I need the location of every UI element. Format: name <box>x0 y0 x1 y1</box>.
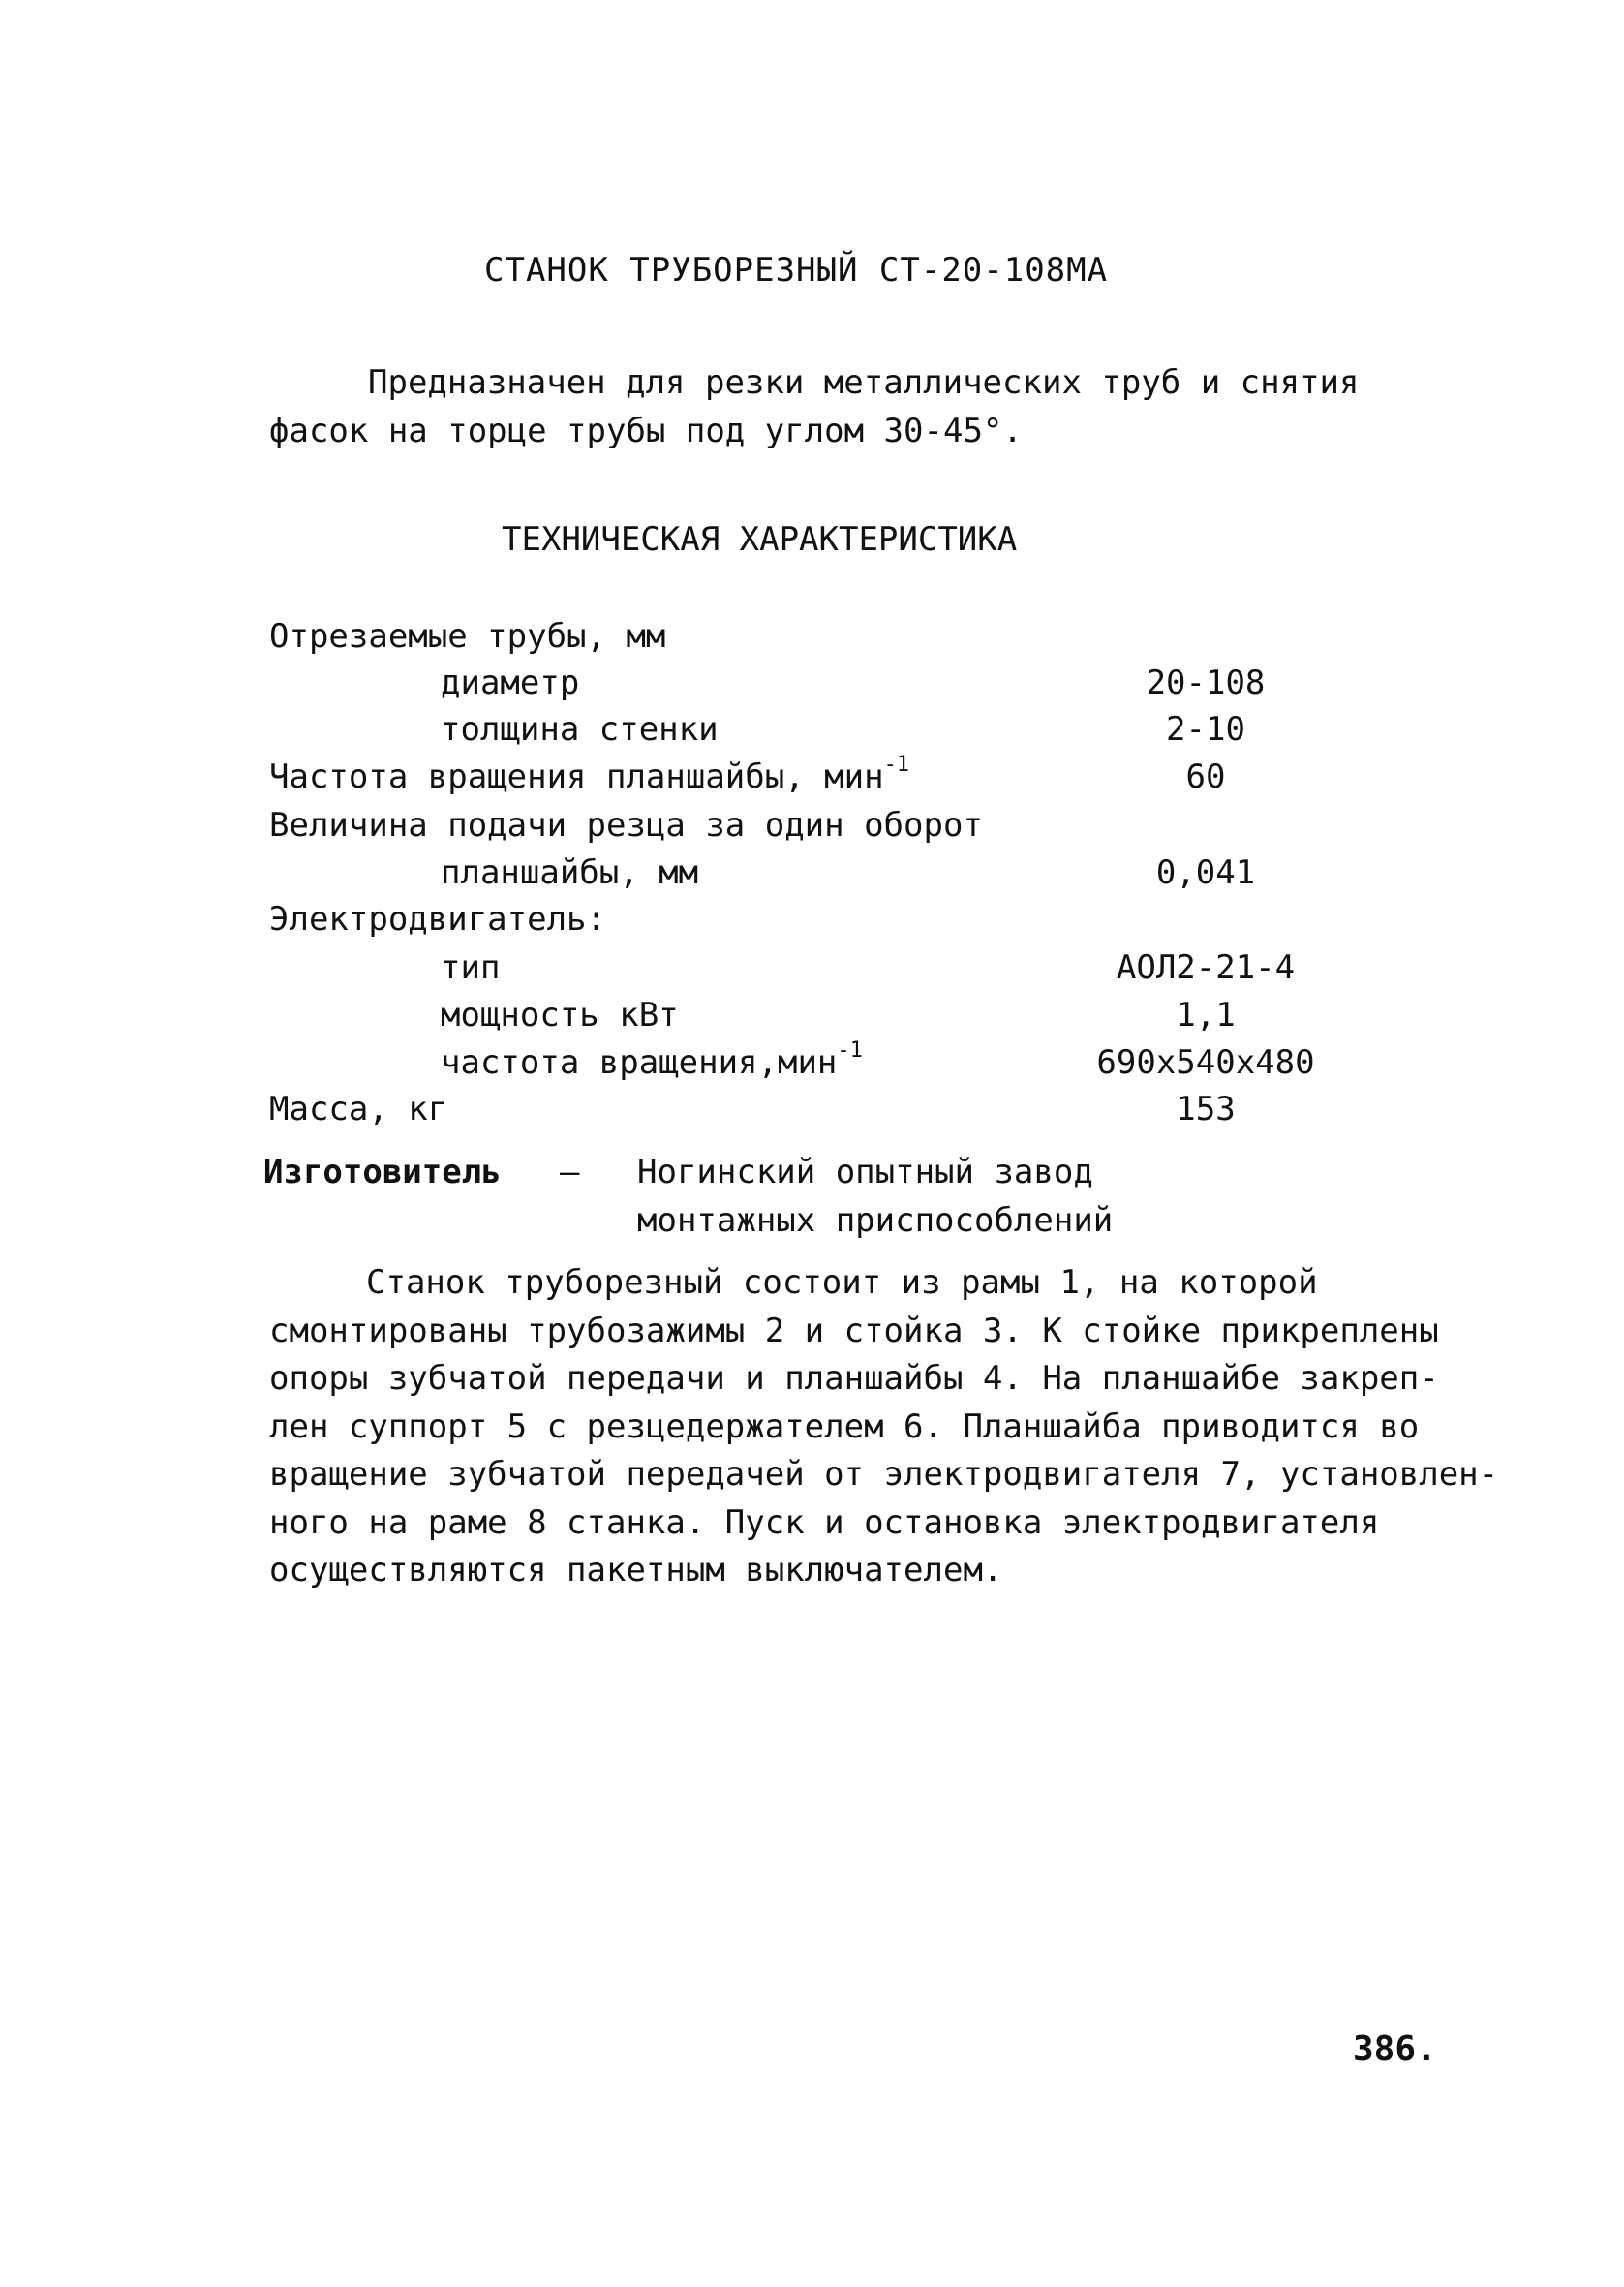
spec-feed-value: 0,041 <box>1155 853 1256 892</box>
spec-wall-label: толщина стенки <box>441 710 719 749</box>
description-line: опоры зубчатой передачи и планшайбы 4. На планшайбе закреп- <box>269 1359 1439 1398</box>
spec-faceplate-speed-text: Частота вращения планшайбы, мин <box>269 757 884 796</box>
spec-faceplate-speed-label <box>269 753 910 796</box>
intro-line-1: Предназначен для резки металлических труб и снятия <box>368 363 1360 402</box>
spec-diameter-label: диаметр <box>441 664 580 702</box>
description-line: осуществляются пакетным выключателем. <box>269 1551 1003 1590</box>
description-line: Станок труборезный состоит из рамы 1, на которой <box>366 1263 1318 1302</box>
spec-motor-speed-exponent: -1 <box>837 1038 863 1063</box>
spec-feed-label-cont: планшайбы, мм <box>441 853 699 892</box>
spec-motor-speed-text: частота вращения,мин <box>441 1043 838 1082</box>
section-title: ТЕХНИЧЕСКАЯ ХАРАКТЕРИСТИКА <box>502 520 1018 559</box>
document-title: СТАНОК ТРУБОРЕЗНЫЙ СТ-20-108МА <box>484 251 1109 290</box>
spec-motor-label: Электродвигатель: <box>269 900 606 939</box>
spec-mass-value: 153 <box>1176 1090 1236 1128</box>
manufacturer-name-line-1: Ногинский опытный завод <box>637 1153 1093 1191</box>
spec-power-value: 1,1 <box>1176 996 1236 1035</box>
spec-mass-label: Масса, кг <box>269 1090 448 1128</box>
description-line: лен суппорт 5 с резцедержателем 6. Планшайба приводится во <box>269 1406 1420 1446</box>
spec-type-label: тип <box>441 948 501 987</box>
description-line: смонтированы трубозажимы 2 и стойка 3. К стойке прикреплены <box>269 1311 1439 1350</box>
spec-motor-speed-value: 690x540x480 <box>1096 1043 1315 1082</box>
manufacturer-label: Изготовитель <box>263 1153 502 1191</box>
spec-diameter-value: 20-108 <box>1146 664 1266 702</box>
description-line: ного на раме 8 станка. Пуск и остановка электродвигателя <box>269 1502 1380 1542</box>
description-paragraph <box>269 1259 1509 1595</box>
page-number: 386. <box>1353 2029 1437 2069</box>
spec-pipes-label: Отрезаемые трубы, мм <box>269 617 666 656</box>
spec-faceplate-speed-exponent: -1 <box>883 753 910 777</box>
spec-motor-speed-label <box>441 1038 863 1082</box>
manufacturer-name-line-2: монтажных приспособлений <box>637 1201 1114 1240</box>
intro-line-2: фасок на торце трубы под углом 30-45°. <box>269 412 1023 450</box>
spec-feed-label: Величина подачи резца за один оборот <box>269 806 983 845</box>
spec-type-value: АОЛ2-21-4 <box>1116 948 1296 987</box>
spec-faceplate-speed-value: 60 <box>1185 757 1226 796</box>
spec-wall-value: 2-10 <box>1166 710 1245 749</box>
description-line: вращение зубчатой передачей от электродвигателя 7, установлен- <box>269 1455 1499 1494</box>
spec-power-label: мощность кВт <box>441 996 679 1035</box>
manufacturer-dash: – <box>560 1153 580 1191</box>
